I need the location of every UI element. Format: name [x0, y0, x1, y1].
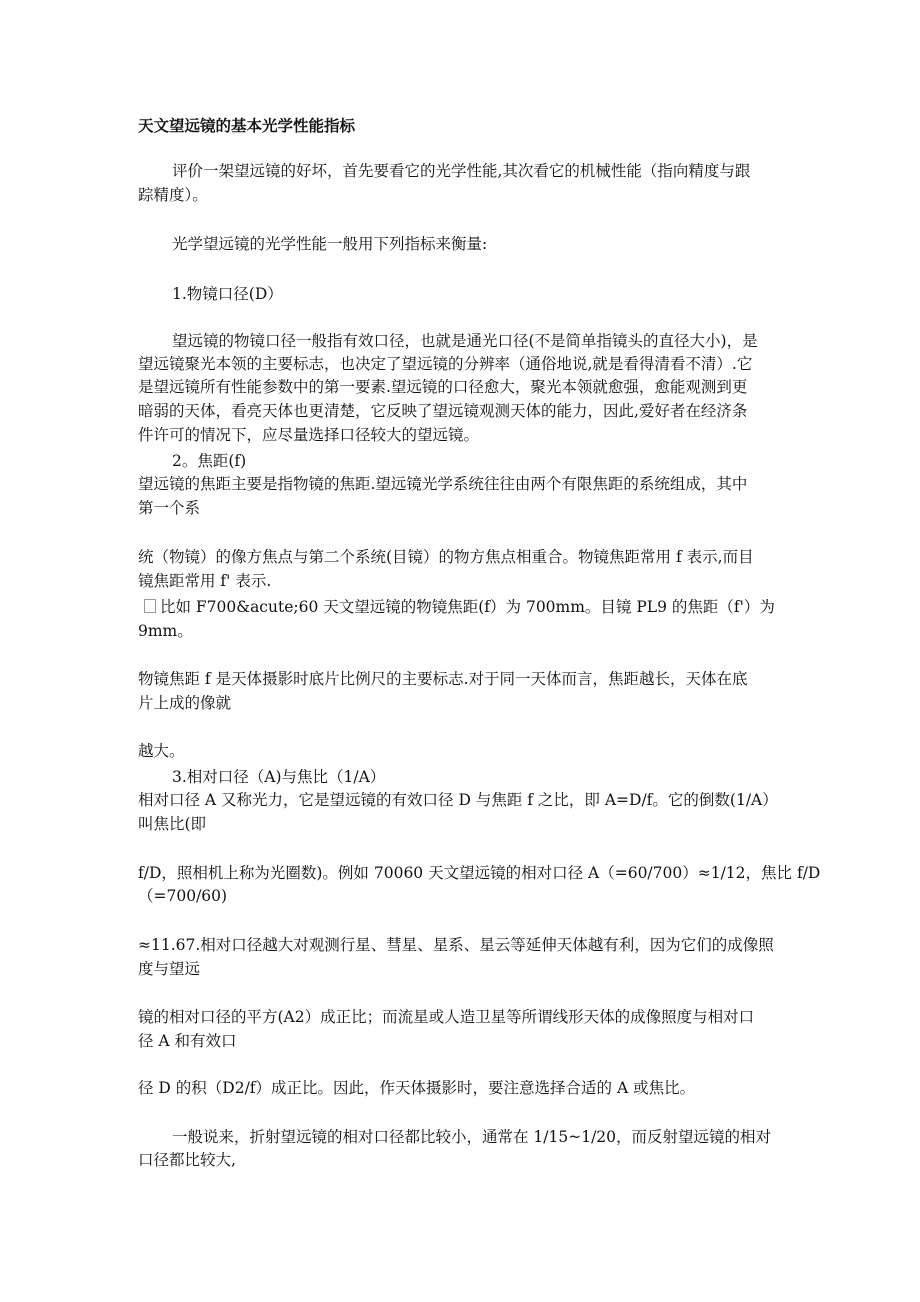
para-3-line-2: 望远镜聚光本领的主要标志，也决定了望远镜的分辨率（通俗地说,就是看得清看不清）.它	[138, 355, 753, 373]
para-12-line-1: 镜的相对口径的平方(A2）成正比；而流星或人造卫星等所谓线形天体的成像照度与相对口	[138, 1008, 755, 1026]
para-10-line-2: （=700/60)	[138, 887, 228, 905]
para-11-line-1: ≈11.67.相对口径越大对观测行星、彗星、星系、星云等延伸天体越有利，因为它们的成像照	[138, 936, 774, 954]
para-7-line-1: 物镜焦距 f 是天体摄影时底片比例尺的主要标志.对于同一天体而言，焦距越长，天体在底	[138, 670, 748, 688]
para-8: 越大。	[138, 742, 185, 760]
para-1-line-2: 踪精度）。	[138, 186, 208, 204]
para-3-line-4: 暗弱的天体，看亮天体也更清楚，它反映了望远镜观测天体的能力，因此,爱好者在经济条	[138, 402, 748, 420]
para-11-line-2: 度与望远	[138, 960, 201, 978]
para-3-line-3: 是望远镜所有性能参数中的第一要素.望远镜的口径愈大，聚光本领就愈强，愈能观测到更	[138, 378, 748, 396]
para-6-line-2: 9mm。	[138, 622, 193, 640]
para-1-line-1: 评价一架望远镜的好坏，首先要看它的光学性能,其次看它的机械性能（指向精度与跟	[172, 162, 751, 180]
para-7-line-2: 片上成的像就	[138, 694, 232, 712]
para-6-line-1	[138, 596, 775, 618]
para-14-line-2: 口径都比较大,	[138, 1151, 236, 1169]
placeholder-glyph-icon	[144, 599, 156, 613]
section-heading-1: 1.物镜口径(D）	[172, 285, 283, 303]
para-10-line-1: f/D，照相机上称为光圈数)。例如 70060 天文望远镜的相对口径 A（=60/700）≈1/12，焦比 f/D	[138, 864, 821, 882]
section-heading-2: 2。焦距(f)	[172, 452, 247, 470]
para-4-line-2: 第一个系	[138, 499, 201, 517]
para-5-line-1: 统（物镜）的像方焦点与第二个系统(目镜）的物方焦点相重合。物镜焦距常用 f 表示,而目	[138, 548, 754, 566]
para-9-line-2: 叫焦比(即	[138, 815, 207, 833]
para-13: 径 D 的积（D2/f）成正比。因此，作天体摄影时，要注意选择合适的 A 或焦比。	[138, 1079, 696, 1097]
para-9-line-1: 相对口径 A 又称光力，它是望远镜的有效口径 D 与焦距 f 之比，即 A=D/f。它的倒数(1/A）	[138, 791, 778, 809]
para-2: 光学望远镜的光学性能一般用下列指标来衡量:	[172, 235, 488, 253]
para-12-line-2: 径 A 和有效口	[138, 1032, 237, 1050]
para-6-line-1-text: 比如 F700&acute;60 天文望远镜的物镜焦距(f）为 700mm。目镜 PL9 的焦距（f'）为	[160, 598, 775, 616]
section-heading-3: 3.相对口径（A)与焦比（1/A）	[172, 768, 386, 786]
document-title: 天文望远镜的基本光学性能指标	[138, 116, 356, 135]
para-3-line-1: 望远镜的物镜口径一般指有效口径，也就是通光口径(不是简单指镜头的直径大小)，是	[172, 332, 758, 350]
para-5-line-2: 镜焦距常用 f' 表示.	[138, 572, 272, 590]
para-3-line-5: 件许可的情况下，应尽量选择口径较大的望远镜。	[138, 426, 480, 444]
para-14-line-1: 一般说来，折射望远镜的相对口径都比较小，通常在 1/15~1/20，而反射望远镜的相对	[172, 1128, 772, 1146]
para-4-line-1: 望远镜的焦距主要是指物镜的焦距.望远镜光学系统往往由两个有限焦距的系统组成，其中	[138, 475, 748, 493]
